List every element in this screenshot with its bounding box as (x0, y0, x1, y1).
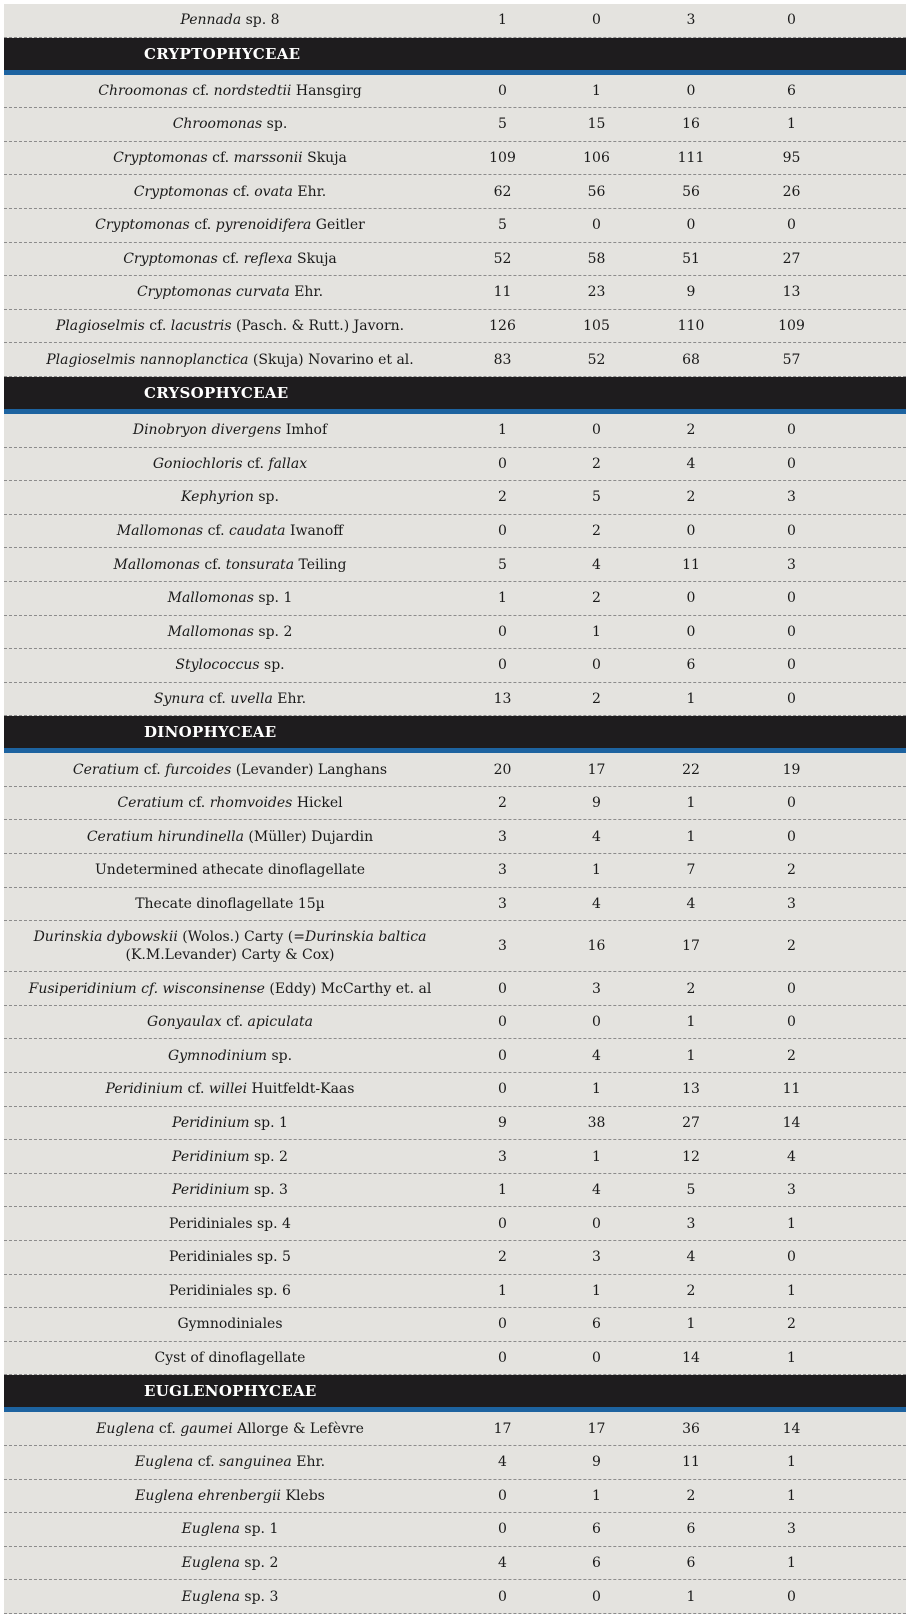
count-cell: 2 (787, 1316, 796, 1333)
count-cell: 20 (493, 761, 512, 778)
count-cell: 14 (782, 1420, 801, 1437)
count-cell: 52 (587, 351, 606, 368)
count-cell: 11 (493, 284, 512, 301)
count-cell: 2 (686, 422, 696, 439)
count-cell: 1 (686, 1047, 696, 1064)
count-cell: 17 (682, 938, 700, 955)
count-cell: 22 (682, 761, 700, 778)
count-cell: 51 (682, 250, 700, 267)
table-row (4, 649, 906, 683)
table-row (4, 1547, 906, 1581)
table-row (4, 1342, 906, 1376)
taxon-name: Euglena ehrenbergii Klebs (135, 1487, 325, 1504)
count-cell: 1 (498, 1182, 507, 1199)
taxon-name: Mallomonas cf. caudata Iwanoff (116, 523, 344, 540)
count-cell: 1 (498, 1282, 507, 1299)
count-cell: 1 (592, 1148, 601, 1165)
table-row (4, 142, 906, 176)
count-cell: 5 (498, 217, 507, 234)
count-cell: 109 (489, 150, 516, 167)
count-cell: 1 (592, 1487, 601, 1504)
count-cell: 4 (592, 1182, 601, 1199)
count-cell: 38 (587, 1114, 606, 1131)
count-cell: 0 (787, 523, 796, 540)
table-row (4, 1241, 906, 1275)
taxon-name: Euglena sp. 3 (181, 1588, 279, 1605)
taxon-name: Peridinium sp. 2 (172, 1148, 288, 1165)
count-cell: 6 (686, 657, 696, 674)
count-cell: 4 (686, 895, 696, 912)
table-row (4, 1006, 906, 1040)
table-row (4, 1275, 906, 1309)
taxon-name: Peridiniales sp. 6 (169, 1282, 291, 1299)
count-cell: 105 (583, 318, 610, 335)
count-cell: 95 (782, 150, 801, 167)
count-cell: 0 (787, 623, 796, 640)
count-cell: 1 (787, 116, 796, 133)
count-cell: 0 (592, 1350, 601, 1367)
count-cell: 17 (493, 1420, 512, 1437)
count-cell: 2 (787, 1047, 796, 1064)
count-cell: 4 (498, 1555, 507, 1572)
table-row (4, 972, 906, 1006)
taxon-name: Gymnodinium sp. (167, 1047, 293, 1064)
count-cell: 3 (787, 1182, 796, 1199)
count-cell: 0 (787, 795, 796, 812)
taxon-name: Chroomonas sp. (172, 116, 288, 133)
count-cell: 0 (686, 590, 696, 607)
count-cell: 0 (498, 523, 507, 540)
count-cell: 68 (682, 351, 700, 368)
count-cell: 1 (686, 1588, 696, 1605)
count-cell: 0 (592, 1588, 601, 1605)
count-cell: 7 (686, 862, 696, 879)
count-cell: 0 (787, 980, 796, 997)
table-row (4, 1073, 906, 1107)
count-cell: 0 (498, 1487, 507, 1504)
section-header: EUGLENOPHYCEAE (4, 1375, 906, 1412)
count-cell: 0 (498, 623, 507, 640)
count-cell: 17 (587, 1420, 606, 1437)
count-cell: 0 (686, 217, 696, 234)
count-cell: 0 (787, 657, 796, 674)
count-cell: 3 (787, 895, 796, 912)
taxon-name: Euglena sp. 1 (181, 1521, 279, 1538)
count-cell: 2 (498, 795, 507, 812)
table-row (4, 753, 906, 787)
count-cell: 13 (493, 690, 512, 707)
taxon-name: Pennada sp. 8 (180, 12, 280, 29)
count-cell: 0 (592, 422, 601, 439)
table-row (4, 787, 906, 821)
count-cell: 4 (686, 455, 696, 472)
count-cell: 1 (787, 1454, 796, 1471)
taxon-name: Cryptomonas cf. marssonii Skuja (113, 150, 347, 167)
taxon-name: Euglena cf. gaumei Allorge & Lefèvre (96, 1420, 364, 1437)
count-cell: 19 (782, 761, 801, 778)
count-cell: 0 (592, 217, 601, 234)
count-cell: 13 (682, 1081, 700, 1098)
count-cell: 0 (787, 12, 796, 29)
table-row (4, 683, 906, 717)
count-cell: 4 (592, 895, 601, 912)
taxon-name: Fusiperidinium cf. wisconsinense (Eddy) McCarthy et. al (28, 980, 432, 997)
table-row (4, 414, 906, 448)
count-cell: 5 (498, 556, 507, 573)
count-cell: 0 (592, 12, 601, 29)
count-cell: 9 (686, 284, 696, 301)
count-cell: 0 (787, 1249, 796, 1266)
count-cell: 0 (498, 1215, 507, 1232)
taxon-name: Cryptomonas cf. ovata Ehr. (133, 183, 327, 200)
count-cell: 111 (677, 150, 705, 167)
count-cell: 0 (787, 455, 796, 472)
count-cell: 1 (686, 828, 696, 845)
count-cell: 0 (498, 1047, 507, 1064)
taxon-name: Gonyaulax cf. apiculata (147, 1014, 313, 1031)
count-cell: 36 (682, 1420, 700, 1437)
count-cell: 0 (686, 623, 696, 640)
count-cell: 2 (498, 1249, 507, 1266)
table-row (4, 1308, 906, 1342)
taxon-name: Plagioselmis nannoplanctica (Skuja) Novarino et al. (46, 351, 414, 368)
taxon-name: Cryptomonas cf. pyrenoidifera Geitler (95, 217, 365, 234)
count-cell: 4 (592, 556, 601, 573)
count-cell: 9 (592, 795, 601, 812)
count-cell: 3 (498, 938, 507, 955)
count-cell: 4 (686, 1249, 696, 1266)
count-cell: 3 (498, 1148, 507, 1165)
table-row (4, 1513, 906, 1547)
count-cell: 1 (498, 422, 507, 439)
taxon-name: Plagioselmis cf. lacustris (Pasch. & Rutt.) Javorn. (55, 318, 405, 335)
count-cell: 56 (682, 183, 700, 200)
count-cell: 1 (787, 1555, 796, 1572)
taxon-name: Kephyrion sp. (181, 489, 279, 506)
count-cell: 3 (787, 556, 796, 573)
count-cell: 4 (592, 1047, 601, 1064)
count-cell: 0 (592, 657, 601, 674)
count-cell: 0 (498, 657, 507, 674)
section-header: DINOPHYCEAE (4, 716, 906, 753)
table-row (4, 1412, 906, 1446)
count-cell: 13 (782, 284, 801, 301)
count-cell: 0 (787, 828, 796, 845)
count-cell: 0 (787, 422, 796, 439)
count-cell: 2 (592, 590, 601, 607)
count-cell: 2 (592, 523, 601, 540)
count-cell: 1 (592, 623, 601, 640)
taxon-name: Peridinium cf. willei Huitfeldt-Kaas (105, 1081, 355, 1098)
taxon-name: Stylococcus sp. (175, 657, 285, 674)
taxon-name: Cryptomonas cf. reflexa Skuja (123, 250, 337, 267)
count-cell: 0 (686, 82, 696, 99)
count-cell: 1 (787, 1215, 796, 1232)
taxon-name: Peridinium sp. 1 (172, 1114, 288, 1131)
count-cell: 2 (592, 690, 601, 707)
count-cell: 1 (787, 1350, 796, 1367)
taxon-name: Cryptomonas curvata Ehr. (136, 284, 324, 301)
count-cell: 83 (493, 351, 512, 368)
count-cell: 6 (592, 1521, 601, 1538)
count-cell: 3 (787, 1521, 796, 1538)
taxon-name: Ceratium cf. rhomvoides Hickel (117, 795, 343, 812)
taxon-name: Durinskia dybowskii (Wolos.) Carty (=Durinskia baltica (K.M.Levander) Carty & Cox) (33, 929, 427, 964)
table-row (4, 209, 906, 243)
count-cell: 2 (686, 1487, 696, 1504)
count-cell: 0 (498, 980, 507, 997)
count-cell: 0 (787, 217, 796, 234)
count-cell: 6 (592, 1555, 601, 1572)
count-cell: 0 (498, 1316, 507, 1333)
table-row (4, 276, 906, 310)
table-row (4, 888, 906, 922)
table-row (4, 1140, 906, 1174)
count-cell: 1 (787, 1282, 796, 1299)
taxon-name: Mallomonas sp. 2 (167, 623, 293, 640)
count-cell: 58 (587, 250, 606, 267)
table-row (4, 921, 906, 972)
table-row (4, 481, 906, 515)
count-cell: 14 (682, 1350, 700, 1367)
count-cell: 3 (498, 895, 507, 912)
count-cell: 9 (592, 1454, 601, 1471)
count-cell: 62 (493, 183, 512, 200)
count-cell: 16 (587, 938, 606, 955)
count-cell: 2 (686, 489, 696, 506)
count-cell: 1 (686, 1014, 696, 1031)
table-row (4, 1580, 906, 1614)
taxon-name: Thecate dinoflagellate 15µ (135, 895, 325, 912)
count-cell: 56 (587, 183, 606, 200)
table-row (4, 1446, 906, 1480)
table-row (4, 515, 906, 549)
count-cell: 0 (787, 590, 796, 607)
count-cell: 1 (592, 1282, 601, 1299)
count-cell: 6 (787, 82, 796, 99)
section-header: CRYPTOPHYCEAE (4, 38, 906, 75)
table-row (4, 75, 906, 109)
count-cell: 5 (592, 489, 601, 506)
count-cell: 0 (592, 1014, 601, 1031)
count-cell: 3 (686, 12, 696, 29)
count-cell: 5 (498, 116, 507, 133)
count-cell: 52 (493, 250, 512, 267)
count-cell: 15 (587, 116, 606, 133)
count-cell: 4 (498, 1454, 507, 1471)
count-cell: 1 (498, 590, 507, 607)
count-cell: 2 (498, 489, 507, 506)
count-cell: 23 (587, 284, 606, 301)
count-cell: 6 (686, 1521, 696, 1538)
count-cell: 9 (498, 1114, 507, 1131)
table-row (4, 616, 906, 650)
count-cell: 5 (686, 1182, 696, 1199)
count-cell: 2 (592, 455, 601, 472)
count-cell: 126 (489, 318, 516, 335)
count-cell: 0 (787, 1014, 796, 1031)
count-cell: 0 (686, 523, 696, 540)
taxon-name: Cyst of dinoflagellate (154, 1350, 306, 1367)
count-cell: 0 (498, 1521, 507, 1538)
count-cell: 3 (686, 1215, 696, 1232)
count-cell: 0 (498, 1588, 507, 1605)
table-row (4, 1480, 906, 1514)
count-cell: 57 (782, 351, 801, 368)
count-cell: 2 (686, 980, 696, 997)
count-cell: 2 (686, 1282, 696, 1299)
count-cell: 0 (592, 1215, 601, 1232)
count-cell: 0 (787, 1588, 796, 1605)
table-row (4, 175, 906, 209)
count-cell: 1 (686, 690, 696, 707)
count-cell: 11 (682, 556, 700, 573)
count-cell: 109 (778, 318, 805, 335)
section-header: CRYSOPHYCEAE (4, 377, 906, 414)
table-row (4, 243, 906, 277)
taxon-name: Peridiniales sp. 4 (169, 1215, 291, 1232)
count-cell: 2 (787, 938, 796, 955)
count-cell: 26 (782, 183, 801, 200)
taxon-name: Ceratium cf. furcoides (Levander) Langhans (72, 761, 388, 778)
count-cell: 106 (583, 150, 610, 167)
count-cell: 3 (787, 489, 796, 506)
count-cell: 3 (592, 980, 601, 997)
count-cell: 110 (677, 318, 705, 335)
count-cell: 14 (782, 1114, 801, 1131)
table-row (4, 1039, 906, 1073)
table-row (4, 343, 906, 377)
taxon-name: Gymnodiniales (177, 1316, 283, 1333)
count-cell: 3 (592, 1249, 601, 1266)
taxon-name: Mallomonas cf. tonsurata Teiling (113, 556, 347, 573)
count-cell: 0 (498, 455, 507, 472)
table-row (4, 582, 906, 616)
table-row (4, 108, 906, 142)
table-row (4, 548, 906, 582)
table-row (4, 448, 906, 482)
count-cell: 1 (686, 1316, 696, 1333)
table-row (4, 4, 906, 38)
count-cell: 6 (592, 1316, 601, 1333)
count-cell: 0 (498, 1081, 507, 1098)
taxon-name: Dinobryon divergens Imhof (132, 422, 328, 439)
count-cell: 4 (592, 828, 601, 845)
count-cell: 0 (498, 1350, 507, 1367)
taxon-name: Peridinium sp. 3 (172, 1182, 288, 1199)
taxon-name: Ceratium hirundinella (Müller) Dujardin (86, 828, 374, 845)
taxon-name: Mallomonas sp. 1 (167, 590, 293, 607)
count-cell: 11 (682, 1454, 700, 1471)
table-row (4, 1107, 906, 1141)
count-cell: 3 (498, 828, 507, 845)
count-cell: 3 (498, 862, 507, 879)
taxon-name: Goniochloris cf. fallax (152, 455, 308, 472)
count-cell: 1 (498, 12, 507, 29)
count-cell: 0 (498, 1014, 507, 1031)
count-cell: 1 (592, 82, 601, 99)
count-cell: 1 (787, 1487, 796, 1504)
table-row (4, 1207, 906, 1241)
taxon-name: Euglena cf. sanguinea Ehr. (134, 1454, 326, 1471)
table-row (4, 854, 906, 888)
count-cell: 2 (787, 862, 796, 879)
count-cell: 27 (682, 1114, 700, 1131)
taxon-name: Euglena sp. 2 (181, 1555, 279, 1572)
count-cell: 12 (682, 1148, 700, 1165)
taxon-name: Chroomonas cf. nordstedtii Hansgirg (98, 82, 362, 99)
taxon-name: Synura cf. uvella Ehr. (153, 690, 307, 707)
count-cell: 0 (498, 82, 507, 99)
table-row (4, 310, 906, 344)
count-cell: 4 (787, 1148, 796, 1165)
taxon-name: Peridiniales sp. 5 (169, 1249, 291, 1266)
count-cell: 27 (782, 250, 801, 267)
count-cell: 11 (782, 1081, 801, 1098)
count-cell: 16 (682, 116, 700, 133)
count-cell: 1 (592, 1081, 601, 1098)
taxon-name: Undetermined athecate dinoflagellate (95, 862, 365, 879)
count-cell: 1 (592, 862, 601, 879)
count-cell: 6 (686, 1555, 696, 1572)
phytoplankton-table (4, 4, 906, 1614)
count-cell: 1 (686, 795, 696, 812)
count-cell: 17 (587, 761, 606, 778)
table-row (4, 1174, 906, 1208)
table-row (4, 820, 906, 854)
count-cell: 0 (787, 690, 796, 707)
